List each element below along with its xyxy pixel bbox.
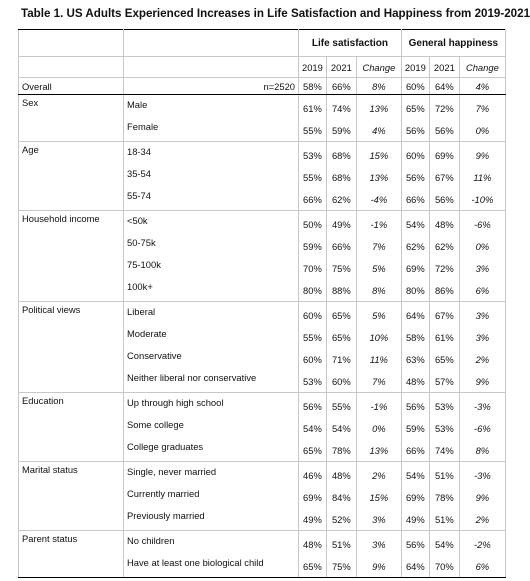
subgroup-label: 18-34 <box>127 146 151 157</box>
subgroup-label: <50k <box>127 215 148 226</box>
value-cell <box>356 393 401 462</box>
overall-value: 60% <box>401 78 429 95</box>
value: 61% <box>434 332 454 343</box>
value-cell <box>299 462 327 531</box>
value: 5% <box>372 263 386 274</box>
subgroup-label: Moderate <box>127 328 167 339</box>
value-cell <box>429 531 459 578</box>
value: 56% <box>405 401 425 412</box>
value-cell <box>429 95 459 142</box>
table-title: Table 1. US Adults Experienced Increases in Life Satisfaction and Happiness from 2019-2021 <box>21 7 530 20</box>
value: -3% <box>474 401 491 412</box>
value: 0% <box>475 125 490 136</box>
value: 53% <box>303 150 322 161</box>
group-row <box>19 211 506 302</box>
value: 51% <box>434 514 454 525</box>
value-cell <box>356 531 401 578</box>
value: 86% <box>434 285 454 296</box>
overall-value: 8% <box>356 78 401 95</box>
value: 54% <box>331 423 351 434</box>
value: 58% <box>405 332 425 343</box>
subgroup-cell <box>124 302 299 393</box>
column-header-row <box>19 57 506 78</box>
value: 74% <box>434 445 454 456</box>
value: 7% <box>372 376 386 387</box>
value: 60% <box>303 354 322 365</box>
col-header-gh-change: Change <box>459 57 505 78</box>
value: 66% <box>405 445 425 456</box>
subgroup-label: Previously married <box>127 510 205 521</box>
value: 4% <box>372 125 386 136</box>
value-cell <box>299 302 327 393</box>
value: 0% <box>372 423 386 434</box>
value-cell <box>326 302 356 393</box>
value-cell <box>356 142 401 211</box>
subgroup-label: 55-74 <box>127 190 151 201</box>
value: 60% <box>331 376 351 387</box>
value-cell <box>459 531 505 578</box>
subgroup-cell <box>124 211 299 302</box>
group-row <box>19 142 506 211</box>
category-label: Household income <box>19 211 124 302</box>
overall-value: 58% <box>299 78 327 95</box>
value: 54% <box>405 219 425 230</box>
value: 59% <box>331 125 351 136</box>
value-cell <box>356 211 401 302</box>
value: 50% <box>303 219 322 230</box>
value: 62% <box>434 241 454 252</box>
value-cell <box>299 211 327 302</box>
value-cell <box>326 393 356 462</box>
value: 60% <box>303 310 322 321</box>
value-cell <box>299 95 327 142</box>
subgroup-label: Female <box>127 121 159 132</box>
value: 7% <box>475 103 490 114</box>
value: 8% <box>372 285 386 296</box>
value: 8% <box>475 445 490 456</box>
value: -1% <box>370 219 388 230</box>
value: 13% <box>369 445 389 456</box>
value: 51% <box>434 470 454 481</box>
value: 2% <box>475 514 490 525</box>
subgroup-cell <box>124 462 299 531</box>
value: 70% <box>434 561 454 572</box>
value: 69% <box>405 263 425 274</box>
value: 75% <box>331 263 351 274</box>
overall-value: 4% <box>459 78 505 95</box>
subgroup-cell <box>124 531 299 578</box>
value: -6% <box>474 219 491 230</box>
value: -2% <box>474 539 491 550</box>
value: 55% <box>303 172 322 183</box>
value-cell <box>401 302 429 393</box>
value-cell <box>401 95 429 142</box>
value: 75% <box>331 561 351 572</box>
value: 49% <box>405 514 425 525</box>
category-label: Sex <box>19 95 124 142</box>
value-cell <box>401 531 429 578</box>
overall-row <box>19 78 506 95</box>
value: 56% <box>405 125 425 136</box>
value: 59% <box>405 423 425 434</box>
value-cell <box>356 462 401 531</box>
category-label: Parent status <box>19 531 124 578</box>
value-cell <box>326 95 356 142</box>
value: -6% <box>474 423 491 434</box>
col-header-ls-change: Change <box>356 57 401 78</box>
value-cell <box>326 462 356 531</box>
value: 53% <box>434 401 454 412</box>
value-cell <box>299 142 327 211</box>
value: 48% <box>434 219 454 230</box>
value: 74% <box>331 103 351 114</box>
value: 72% <box>434 263 454 274</box>
value: 3% <box>475 310 490 321</box>
value: 67% <box>434 172 454 183</box>
col-header-gh-2021: 2021 <box>429 57 459 78</box>
value: 56% <box>434 194 454 205</box>
category-label: Marital status <box>19 462 124 531</box>
value: 70% <box>303 263 322 274</box>
subgroup-label: Conservative <box>127 350 182 361</box>
value: 54% <box>303 423 322 434</box>
value: 49% <box>331 219 351 230</box>
value: 69% <box>434 150 454 161</box>
value-cell <box>326 142 356 211</box>
category-label: Age <box>19 142 124 211</box>
header-blank <box>19 57 124 78</box>
value: 62% <box>331 194 351 205</box>
value-cell <box>326 531 356 578</box>
value: 56% <box>405 172 425 183</box>
value-cell <box>356 95 401 142</box>
subgroup-label: Neither liberal nor conservative <box>127 372 257 383</box>
col-header-ls-2019: 2019 <box>299 57 327 78</box>
value: 9% <box>475 376 490 387</box>
subgroup-cell <box>124 142 299 211</box>
value: 9% <box>475 492 490 503</box>
value: 61% <box>303 103 322 114</box>
value: 84% <box>331 492 351 503</box>
value: 56% <box>303 401 322 412</box>
subgroup-label: Some college <box>127 419 184 430</box>
group-row <box>19 393 506 462</box>
subgroup-label: College graduates <box>127 441 204 452</box>
subgroup-label: 35-54 <box>127 168 151 179</box>
overall-n: n=2520 <box>124 78 299 95</box>
value: 66% <box>331 241 351 252</box>
value-cell <box>429 393 459 462</box>
value: 69% <box>303 492 322 503</box>
value: 80% <box>405 285 425 296</box>
subgroup-label: 50-75k <box>127 237 156 248</box>
group-header-row <box>19 30 506 57</box>
value: 9% <box>475 150 490 161</box>
value: 64% <box>405 561 425 572</box>
value: 78% <box>331 445 351 456</box>
value: 48% <box>405 376 425 387</box>
value: 68% <box>331 172 351 183</box>
value: 54% <box>434 539 454 550</box>
value: -10% <box>471 194 494 205</box>
header-blank <box>19 30 124 57</box>
value: 55% <box>303 332 322 343</box>
value: 66% <box>303 194 322 205</box>
value: -1% <box>370 401 388 412</box>
value-cell <box>459 211 505 302</box>
group-header-general-happiness: General happiness <box>401 30 505 57</box>
value: 6% <box>475 561 490 572</box>
value: 11% <box>369 354 388 365</box>
value: 2% <box>475 354 490 365</box>
value: 15% <box>369 492 389 503</box>
value: 55% <box>303 125 322 136</box>
value: 54% <box>405 470 425 481</box>
value: 78% <box>434 492 454 503</box>
value-cell <box>459 142 505 211</box>
group-row <box>19 95 506 142</box>
value: 9% <box>372 561 386 572</box>
value: 53% <box>303 376 322 387</box>
value: 88% <box>331 285 351 296</box>
category-label: Political views <box>19 302 124 393</box>
value: -3% <box>474 470 491 481</box>
value: 5% <box>372 310 386 321</box>
value: 10% <box>369 332 389 343</box>
value: 15% <box>369 150 389 161</box>
subgroup-label: Male <box>127 99 148 110</box>
subgroup-cell <box>124 393 299 462</box>
value-cell <box>401 462 429 531</box>
subgroup-label: Have at least one biological child <box>127 557 264 568</box>
col-header-ls-2021: 2021 <box>326 57 356 78</box>
overall-label: Overall <box>19 78 124 95</box>
value: 69% <box>405 492 425 503</box>
subgroup-label: Single, never married <box>127 466 217 477</box>
value: 64% <box>405 310 425 321</box>
value: 53% <box>434 423 454 434</box>
value: 63% <box>405 354 425 365</box>
value: 11% <box>473 172 492 183</box>
group-row <box>19 462 506 531</box>
value: 60% <box>405 150 425 161</box>
value-cell <box>429 142 459 211</box>
value: 65% <box>331 310 351 321</box>
value: 56% <box>405 539 425 550</box>
value-cell <box>401 142 429 211</box>
subgroup-label: Up through high school <box>127 397 224 408</box>
value: 46% <box>303 470 322 481</box>
subgroup-label: Currently married <box>127 488 200 499</box>
value-cell <box>459 302 505 393</box>
value: 71% <box>331 354 351 365</box>
header-blank <box>124 57 299 78</box>
subgroup-label: No children <box>127 535 175 546</box>
value: 3% <box>475 263 490 274</box>
group-row <box>19 531 506 578</box>
value: 3% <box>372 514 386 525</box>
value: 57% <box>434 376 454 387</box>
value-cell <box>401 393 429 462</box>
value-cell <box>299 531 327 578</box>
value-cell <box>459 462 505 531</box>
value-cell <box>429 462 459 531</box>
value: 48% <box>303 539 322 550</box>
value-cell <box>459 393 505 462</box>
value: 65% <box>303 445 322 456</box>
value: 65% <box>303 561 322 572</box>
subgroup-cell <box>124 95 299 142</box>
value-cell <box>401 211 429 302</box>
value: 65% <box>434 354 454 365</box>
value-cell <box>356 302 401 393</box>
group-row <box>19 302 506 393</box>
value: 56% <box>434 125 454 136</box>
value: 62% <box>405 241 425 252</box>
value: 67% <box>434 310 454 321</box>
value: 80% <box>303 285 322 296</box>
value: 52% <box>331 514 351 525</box>
overall-value: 66% <box>326 78 356 95</box>
value: 66% <box>405 194 425 205</box>
value: 3% <box>475 332 490 343</box>
value: 48% <box>331 470 351 481</box>
value: 7% <box>372 241 386 252</box>
value: 2% <box>372 470 386 481</box>
value: 72% <box>434 103 454 114</box>
subgroup-label: 100k+ <box>127 281 153 292</box>
value: 65% <box>405 103 425 114</box>
subgroup-label: 75-100k <box>127 259 161 270</box>
value: 6% <box>475 285 490 296</box>
category-label: Education <box>19 393 124 462</box>
value-cell <box>299 393 327 462</box>
overall-value: 64% <box>429 78 459 95</box>
results-table <box>18 29 506 578</box>
value: 51% <box>331 539 351 550</box>
value-cell <box>429 211 459 302</box>
value-cell <box>459 95 505 142</box>
group-header-life-satisfaction: Life satisfaction <box>299 30 402 57</box>
value: 55% <box>331 401 351 412</box>
value: 65% <box>331 332 351 343</box>
value-cell <box>429 302 459 393</box>
value: -4% <box>370 194 388 205</box>
value: 13% <box>369 172 389 183</box>
subgroup-label: Liberal <box>127 306 156 317</box>
col-header-gh-2019: 2019 <box>401 57 429 78</box>
value: 68% <box>331 150 351 161</box>
value: 0% <box>475 241 490 252</box>
value-cell <box>326 211 356 302</box>
value: 59% <box>303 241 322 252</box>
value: 3% <box>372 539 386 550</box>
value: 13% <box>369 103 389 114</box>
header-blank <box>124 30 299 57</box>
value: 49% <box>303 514 322 525</box>
